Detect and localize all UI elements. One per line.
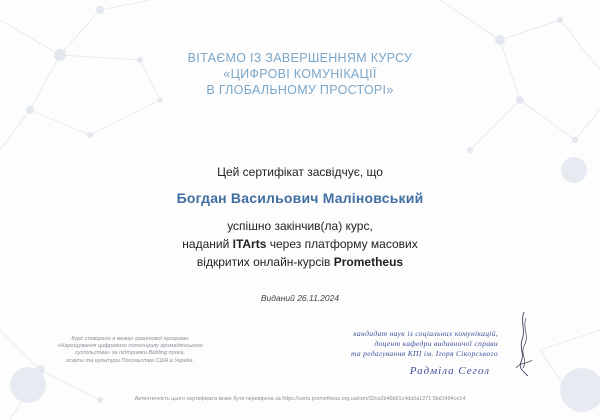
provider-name: ITArts bbox=[232, 237, 267, 251]
completion-text bbox=[0, 217, 600, 271]
signer-title-line: кандидат наук із соціальних комунікацій, bbox=[353, 329, 498, 338]
heading-line: «ЦИФРОВІ КОМУНІКАЦІЇ bbox=[223, 67, 377, 81]
signer-title-line: та редагування КПІ ім. Ігоря Сікорського bbox=[350, 349, 498, 358]
grant-note-line: суспільства» за підтримки Bidding проєк, bbox=[75, 350, 185, 357]
heading-line: В ГЛОБАЛЬНОМУ ПРОСТОРІ» bbox=[206, 83, 394, 97]
grant-note bbox=[30, 336, 230, 365]
signer-title bbox=[278, 329, 498, 359]
attest-line: Цей сертифікат засвідчує, що bbox=[217, 165, 383, 179]
verification-footer: Автентичність цього сертифіката може бути перевірена за https://certs.prometheus.org.ua/cert/32ca2b46b61c4da5a1271 5bd1494ce14 bbox=[134, 396, 466, 402]
provider-line bbox=[0, 235, 600, 253]
grant-note-line: Курс створено в межах грантової програми bbox=[71, 336, 189, 342]
grant-note-line: освіти та культури Посольства США в Україні. bbox=[66, 357, 194, 364]
provided-prefix: наданий bbox=[182, 237, 233, 251]
provided-suffix: через платформу масових bbox=[266, 237, 418, 251]
signer-name: Радміла Сегол bbox=[409, 365, 490, 377]
platform-line bbox=[0, 253, 600, 271]
platform-name: Prometheus bbox=[333, 255, 404, 269]
completed-line: успішно закінчив(ла) курс, bbox=[227, 219, 373, 233]
grant-note-line: «Нарощування цифрового потенціалу громадянського bbox=[57, 343, 203, 350]
issue-date: Виданий 26.11.2024 bbox=[260, 293, 340, 303]
recipient-name: Богдан Васильович Маліновський bbox=[176, 190, 424, 206]
signer-title-line: доцент кафедри видавничої справи bbox=[374, 339, 498, 348]
course-heading bbox=[0, 50, 600, 98]
platform-prefix: відкритих онлайн-курсів bbox=[196, 255, 334, 269]
heading-line: ВІТАЄМО ІЗ ЗАВЕРШЕННЯМ КУРСУ bbox=[187, 51, 413, 65]
handwritten-signature bbox=[510, 310, 536, 380]
